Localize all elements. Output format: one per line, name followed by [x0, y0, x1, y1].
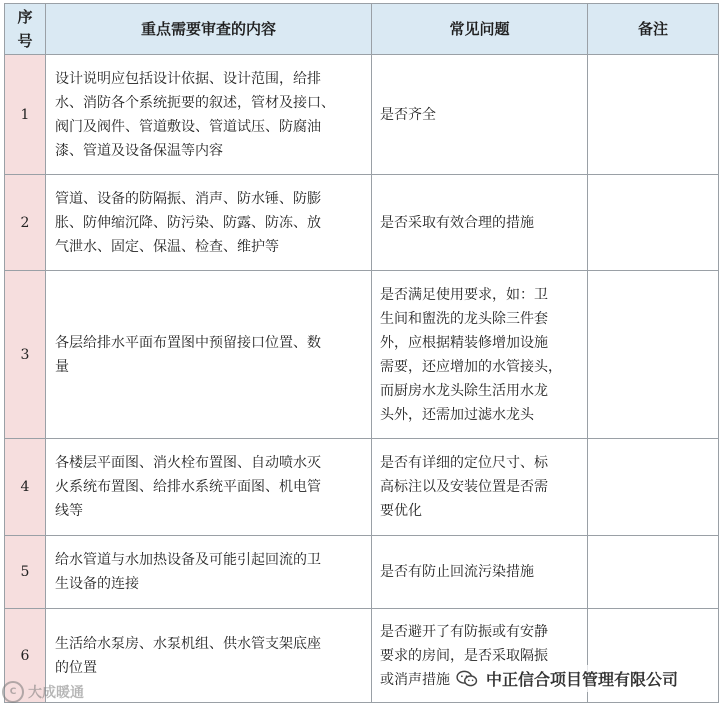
row-note: [588, 609, 719, 703]
issue-line: 是否采取有效合理的措施: [380, 214, 534, 231]
content-line: 管道、设备的防隔振、消声、防水锤、防膨: [55, 190, 321, 207]
row-note: [588, 55, 719, 175]
table-row: [5, 536, 719, 609]
issue-line: 需要，还应增加的水管接头，: [380, 358, 562, 375]
row-index: 5: [5, 536, 46, 609]
issue-line: 要优化: [380, 503, 422, 519]
header-row: [5, 4, 719, 55]
row-content: [46, 439, 372, 536]
row-note: [588, 536, 719, 609]
content-line: 气泄水、固定、保温、检查、维护等: [55, 238, 279, 255]
row-content: [46, 536, 372, 609]
row-content: [46, 271, 372, 439]
row-content: [46, 175, 372, 271]
row-issue: [372, 536, 588, 609]
issue-line: 是否满足使用要求，如：卫: [380, 286, 548, 303]
row-note: [588, 439, 719, 536]
content-line: 各楼层平面图、消火栓布置图、自动喷水灭: [55, 455, 321, 471]
header-notes: 备注: [588, 4, 719, 55]
issue-line: 高标注以及安装位置是否需: [380, 479, 548, 495]
left-watermark-text: 大成暖通: [28, 685, 84, 701]
content-line: 生设备的连接: [55, 576, 139, 592]
issue-line: 外，应根据精装修增加设施: [380, 334, 548, 351]
row-issue: [372, 439, 588, 536]
right-watermark-text: 中正信合项目管理有限公司: [486, 670, 679, 689]
row-note: [588, 175, 719, 271]
header-content: 重点需要审查的内容: [46, 4, 372, 55]
content-line: 阀门及阀件、管道敷设、管道试压、防腐油: [55, 118, 321, 135]
content-line: 胀、防伸缩沉降、防污染、防露、防冻、放: [55, 214, 321, 231]
issue-line: 是否有详细的定位尺寸、标: [380, 455, 548, 471]
issue-line: 或消声措施: [380, 671, 450, 688]
watermark-logo-icon: C: [2, 681, 24, 703]
table-row: [5, 175, 719, 271]
content-line: 水、消防各个系统扼要的叙述，管材及接口、: [55, 94, 335, 111]
issue-line: 要求的房间，是否采取隔振: [380, 647, 548, 664]
row-content: [46, 55, 372, 175]
issue-line: 生间和盥洗的龙头除三件套: [380, 310, 548, 327]
issue-line: 而厨房水龙头除生活用水龙: [380, 382, 548, 399]
content-line: 线等: [55, 503, 83, 519]
header-index-line1: 序: [17, 8, 33, 26]
row-index: 1: [5, 55, 46, 175]
header-index-line2: 号: [17, 32, 33, 50]
table-row: [5, 609, 719, 703]
content-line: 各层给排水平面布置图中预留接口位置、数: [55, 334, 321, 351]
row-issue: [372, 175, 588, 271]
content-line: 漆、管道及设备保温等内容: [55, 142, 223, 159]
issue-line: 头外，还需加过滤水龙头: [380, 406, 534, 423]
table-row: [5, 55, 719, 175]
table-row: [5, 271, 719, 439]
content-line: 给水管道与水加热设备及可能引起回流的卫: [55, 552, 321, 568]
row-note: [588, 271, 719, 439]
content-line: 火系统布置图、给排水系统平面图、机电管: [55, 479, 321, 495]
issue-line: 是否有防止回流污染措施: [380, 564, 534, 580]
content-line: 的位置: [55, 659, 97, 676]
row-index: 2: [5, 175, 46, 271]
row-issue: [372, 609, 588, 703]
row-index: 3: [5, 271, 46, 439]
row-content: [46, 609, 372, 703]
row-index: 4: [5, 439, 46, 536]
table-row: [5, 439, 719, 536]
issue-line: 是否避开了有防振或有安静: [380, 623, 548, 640]
review-table: [4, 3, 719, 703]
row-issue: [372, 55, 588, 175]
row-index: 6: [5, 609, 46, 703]
issue-line: 是否齐全: [380, 106, 436, 123]
content-line: 设计说明应包括设计依据、设计范围，给排: [55, 70, 321, 87]
header-index: [5, 4, 46, 55]
row-issue: [372, 271, 588, 439]
content-line: 量: [55, 358, 69, 375]
header-issues: 常见问题: [372, 4, 588, 55]
content-line: 生活给水泵房、水泵机组、供水管支架底座: [55, 635, 321, 652]
